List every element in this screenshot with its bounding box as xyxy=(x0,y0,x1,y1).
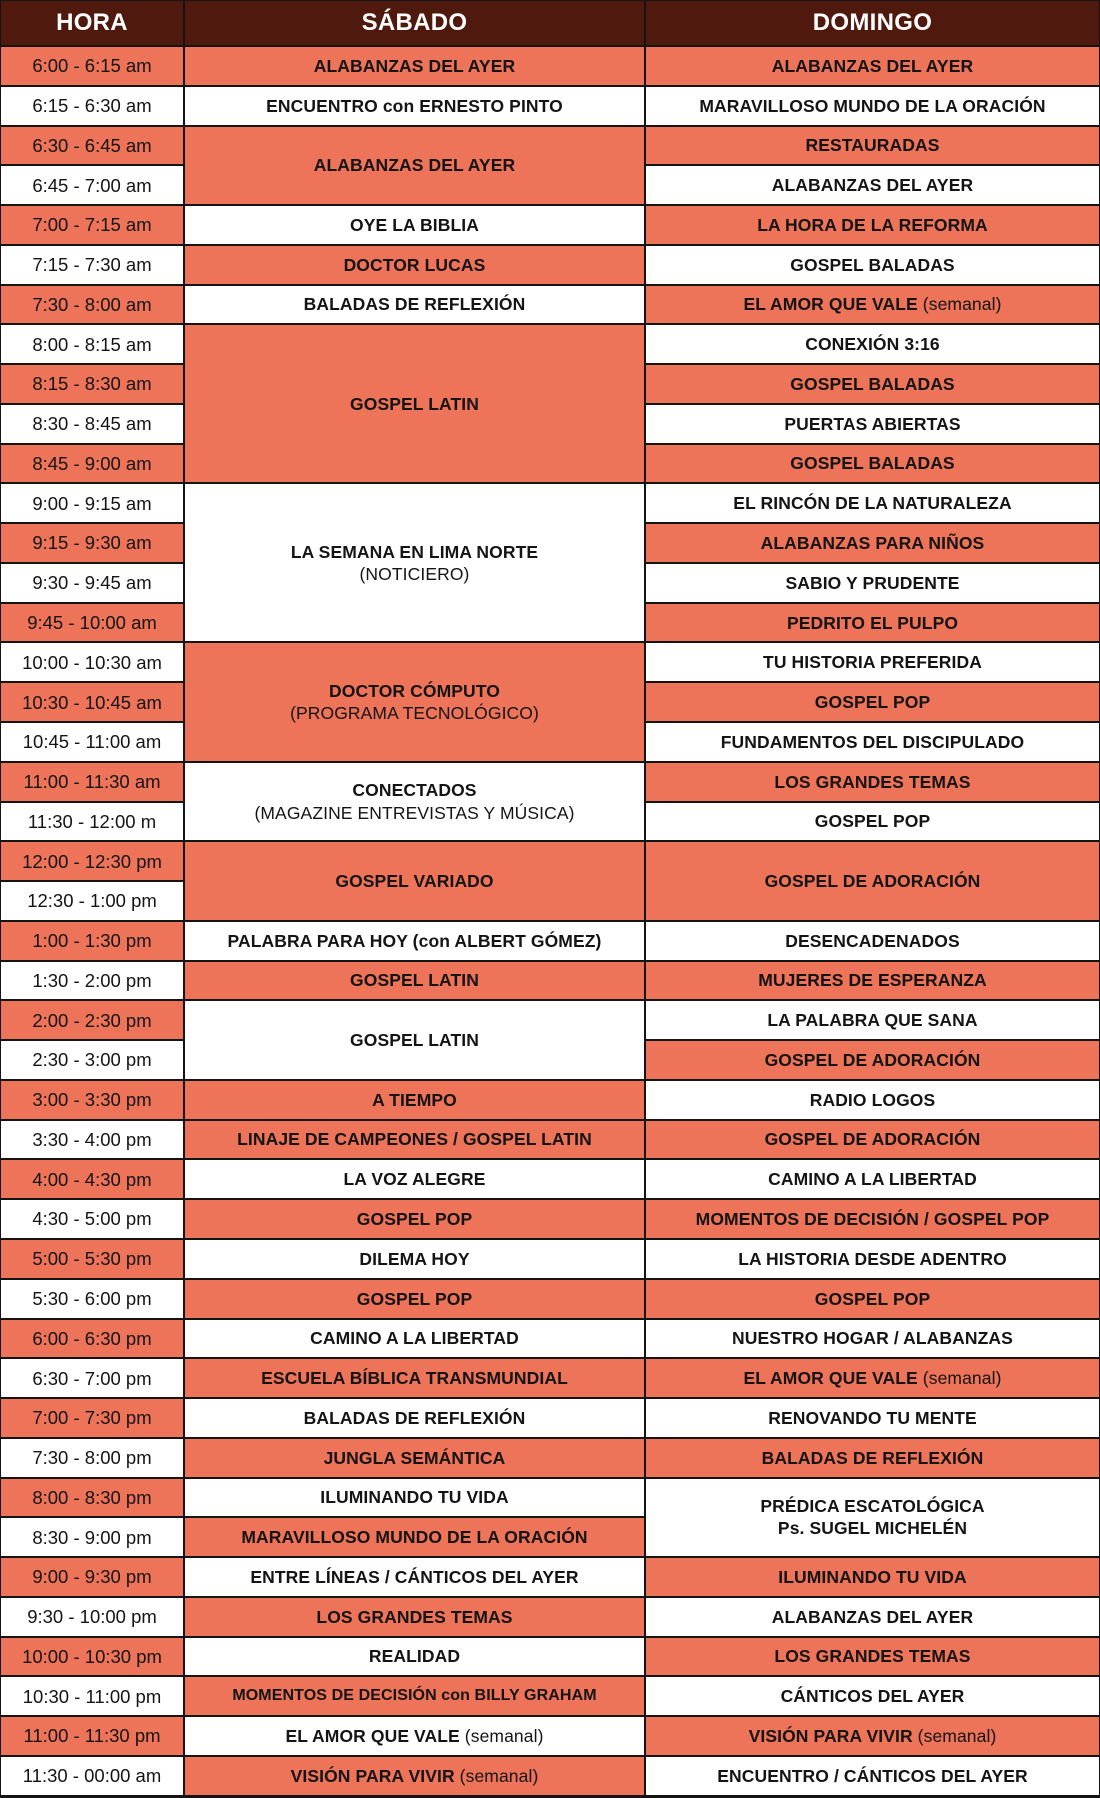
program-title-line xyxy=(790,453,954,473)
program-frequency: (semanal) xyxy=(917,294,1002,315)
program-title: ALABANZAS PARA NIÑOS xyxy=(760,533,985,553)
program-title-line xyxy=(344,255,486,275)
time-slot: 9:15 - 9:30 am xyxy=(0,523,184,563)
program-title-line xyxy=(778,1567,966,1587)
program-title-line xyxy=(320,1487,508,1507)
time-slot: 8:00 - 8:30 pm xyxy=(0,1478,184,1518)
program-title: GOSPEL DE ADORACIÓN xyxy=(764,1049,981,1070)
program-title-line xyxy=(228,931,602,951)
time-slot: 6:30 - 7:00 pm xyxy=(0,1358,184,1398)
program-title-line xyxy=(787,613,958,633)
domingo-program-cell xyxy=(645,1159,1100,1199)
program-title: BALADAS DE REFLEXIÓN xyxy=(761,1447,984,1468)
domingo-program-cell xyxy=(645,86,1100,126)
domingo-program-cell xyxy=(645,682,1100,722)
program-title-line xyxy=(765,871,981,891)
program-title-line xyxy=(785,573,959,593)
domingo-program-cell xyxy=(645,483,1100,523)
program-title: LOS GRANDES TEMAS xyxy=(774,1646,971,1667)
program-title: MARAVILLOSO MUNDO DE LA ORACIÓN xyxy=(241,1527,588,1548)
program-title-line xyxy=(732,1328,1013,1348)
sabado-program-cell xyxy=(184,1159,645,1199)
sabado-program-cell xyxy=(184,1120,645,1160)
time-slot: 7:15 - 7:30 am xyxy=(0,245,184,285)
domingo-program-cell xyxy=(645,444,1100,484)
program-title: LINAJE DE CAMPEONES / GOSPEL LATIN xyxy=(237,1129,592,1150)
program-title: CONECTADOS xyxy=(352,780,477,801)
sabado-program-cell xyxy=(184,245,645,285)
program-title: ESCUELA BÍBLICA TRANSMUNDIAL xyxy=(261,1368,568,1389)
program-frequency: (semanal) xyxy=(917,1368,1002,1389)
program-title-line xyxy=(815,692,930,712)
program-title: GOSPEL LATIN xyxy=(350,393,479,414)
domingo-program-cell xyxy=(645,1597,1100,1637)
program-title-line xyxy=(762,1448,984,1468)
program-title-line xyxy=(815,811,930,831)
program-title: ILUMINANDO TU VIDA xyxy=(778,1566,967,1587)
domingo-program-cell xyxy=(645,1319,1100,1359)
time-slot: 10:45 - 11:00 am xyxy=(0,722,184,762)
program-title-line xyxy=(810,1090,936,1110)
program-title-line xyxy=(261,1368,568,1388)
program-title-line xyxy=(314,155,515,175)
program-title: GOSPEL POP xyxy=(814,692,931,713)
program-title: DOCTOR LUCAS xyxy=(343,254,486,275)
domingo-program-cell xyxy=(645,1398,1100,1438)
program-title: MUJERES DE ESPERANZA xyxy=(758,970,987,991)
program-title: LOS GRANDES TEMAS xyxy=(774,771,971,792)
program-title-line xyxy=(790,374,954,394)
domingo-program-cell xyxy=(645,841,1100,921)
time-slot: 10:30 - 10:45 am xyxy=(0,682,184,722)
domingo-program-cell xyxy=(645,921,1100,961)
program-title: DILEMA HOY xyxy=(359,1248,470,1269)
header-hora: HORA xyxy=(0,0,184,46)
program-title-line xyxy=(772,56,973,76)
program-title: ALABANZAS DEL AYER xyxy=(771,1606,974,1627)
program-title: LA VOZ ALEGRE xyxy=(343,1169,486,1190)
sabado-program-cell xyxy=(184,1199,645,1239)
program-title-line xyxy=(743,294,1001,314)
program-title: GOSPEL DE ADORACIÓN xyxy=(764,871,981,892)
program-title-line xyxy=(304,294,526,314)
sabado-program-cell xyxy=(184,1676,645,1716)
program-title-line xyxy=(774,772,970,792)
time-slot: 1:30 - 2:00 pm xyxy=(0,961,184,1001)
program-title-line xyxy=(237,1129,592,1149)
program-frequency: (semanal) xyxy=(912,1725,997,1746)
domingo-program-cell xyxy=(645,165,1100,205)
program-title: MARAVILLOSO MUNDO DE LA ORACIÓN xyxy=(699,95,1046,116)
program-title-line xyxy=(785,931,959,951)
sabado-program-cell xyxy=(184,642,645,761)
program-title-line xyxy=(350,394,479,414)
program-title-line xyxy=(767,1010,977,1030)
time-slot: 12:30 - 1:00 pm xyxy=(0,881,184,921)
sabado-program-cell xyxy=(184,961,645,1001)
program-title: BALADAS DE REFLEXIÓN xyxy=(303,294,526,315)
sabado-program-cell xyxy=(184,1557,645,1597)
sabado-program-cell xyxy=(184,1438,645,1478)
program-title: BALADAS DE REFLEXIÓN xyxy=(303,1407,526,1428)
time-slot: 9:30 - 9:45 am xyxy=(0,563,184,603)
domingo-program-cell xyxy=(645,1637,1100,1677)
domingo-program-cell xyxy=(645,1120,1100,1160)
program-title: TU HISTORIA PREFERIDA xyxy=(763,652,982,673)
program-title: JUNGLA SEMÁNTICA xyxy=(323,1447,506,1468)
domingo-program-cell xyxy=(645,1676,1100,1716)
domingo-program-cell xyxy=(645,1478,1100,1558)
program-title: RESTAURADAS xyxy=(805,135,940,156)
program-title-line xyxy=(743,1368,1001,1388)
domingo-program-cell xyxy=(645,603,1100,643)
program-title-line xyxy=(772,175,973,195)
program-title-line xyxy=(352,780,476,800)
sabado-program-cell xyxy=(184,1517,645,1557)
time-slot: 11:00 - 11:30 am xyxy=(0,762,184,802)
program-title: LOS GRANDES TEMAS xyxy=(316,1606,513,1627)
program-title: PALABRA PARA HOY (con ALBERT GÓMEZ) xyxy=(227,930,602,951)
program-title-line xyxy=(359,1249,469,1269)
program-title: MOMENTOS DE DECISIÓN / GOSPEL POP xyxy=(695,1209,1050,1230)
program-subtitle: (NOTICIERO) xyxy=(359,563,470,584)
domingo-program-cell xyxy=(645,1438,1100,1478)
program-title-line xyxy=(760,1496,984,1516)
sabado-program-cell xyxy=(184,86,645,126)
time-slot: 3:30 - 4:00 pm xyxy=(0,1120,184,1160)
program-title-line xyxy=(285,1726,543,1746)
program-title: RENOVANDO TU MENTE xyxy=(768,1407,977,1428)
program-title-line xyxy=(335,871,493,891)
time-slot: 10:00 - 10:30 am xyxy=(0,642,184,682)
program-title: CAMINO A LA LIBERTAD xyxy=(310,1328,519,1349)
program-title-line xyxy=(310,1328,519,1348)
program-title: ALABANZAS DEL AYER xyxy=(313,55,516,76)
sabado-program-cell xyxy=(184,1716,645,1756)
program-title-line xyxy=(357,1209,472,1229)
program-title: EL RINCÓN DE LA NATURALEZA xyxy=(733,493,1012,514)
program-title: PUERTAS ABIERTAS xyxy=(784,413,961,434)
domingo-program-cell xyxy=(645,1239,1100,1279)
time-slot: 7:30 - 8:00 am xyxy=(0,285,184,325)
program-title-line xyxy=(314,56,515,76)
program-title-line xyxy=(768,1169,977,1189)
program-title: ALABANZAS DEL AYER xyxy=(771,175,974,196)
program-title: MOMENTOS DE DECISIÓN con BILLY GRAHAM xyxy=(232,1687,597,1705)
program-frequency: (semanal) xyxy=(459,1725,544,1746)
sabado-program-cell xyxy=(184,1358,645,1398)
program-title: DESENCADENADOS xyxy=(785,930,960,951)
program-title-line xyxy=(699,96,1045,116)
time-slot: 2:00 - 2:30 pm xyxy=(0,1000,184,1040)
program-title-line xyxy=(324,1448,506,1468)
program-title: GOSPEL LATIN xyxy=(350,970,479,991)
program-title: ILUMINANDO TU VIDA xyxy=(320,1487,509,1508)
sabado-program-cell xyxy=(184,1597,645,1637)
program-title: ALABANZAS DEL AYER xyxy=(313,155,516,176)
program-title-line xyxy=(350,215,479,235)
program-title-line xyxy=(344,1169,486,1189)
program-title: PRÉDICA ESCATOLÓGICA xyxy=(760,1496,985,1517)
sabado-program-cell xyxy=(184,205,645,245)
time-slot: 6:45 - 7:00 am xyxy=(0,165,184,205)
program-title: NUESTRO HOGAR / ALABANZAS xyxy=(732,1328,1013,1349)
time-slot: 8:15 - 8:30 am xyxy=(0,364,184,404)
time-slot: 6:00 - 6:15 am xyxy=(0,46,184,86)
sabado-program-cell xyxy=(184,1478,645,1518)
program-title-line xyxy=(733,493,1011,513)
program-title-line xyxy=(316,1607,512,1627)
program-title-line xyxy=(772,1607,973,1627)
time-slot: 11:30 - 00:00 am xyxy=(0,1756,184,1796)
program-title-line xyxy=(774,1646,970,1666)
program-title-line xyxy=(372,1090,457,1110)
program-frequency: (semanal) xyxy=(454,1765,539,1786)
sabado-program-cell xyxy=(184,1000,645,1080)
time-slot: 6:15 - 6:30 am xyxy=(0,86,184,126)
sabado-program-cell xyxy=(184,921,645,961)
program-title-line xyxy=(805,334,940,354)
program-title: GOSPEL LATIN xyxy=(350,1030,479,1051)
program-title-line xyxy=(784,414,960,434)
program-title: GOSPEL BALADAS xyxy=(790,453,955,474)
program-title-line xyxy=(357,1289,472,1309)
time-slot: 11:00 - 11:30 pm xyxy=(0,1716,184,1756)
program-title-line xyxy=(757,215,988,235)
program-title: EL AMOR QUE VALE xyxy=(743,1368,918,1389)
domingo-program-cell xyxy=(645,802,1100,842)
sabado-program-cell xyxy=(184,762,645,842)
header-sabado: SÁBADO xyxy=(184,0,645,46)
time-slot: 6:30 - 6:45 am xyxy=(0,126,184,166)
program-title: ENCUENTRO / CÁNTICOS DEL AYER xyxy=(717,1765,1028,1786)
sabado-program-cell xyxy=(184,1279,645,1319)
program-title-line xyxy=(749,1726,997,1746)
program-title-line xyxy=(232,1687,596,1705)
sabado-program-cell xyxy=(184,126,645,206)
time-slot: 8:30 - 9:00 pm xyxy=(0,1517,184,1557)
program-title: ENTRE LÍNEAS / CÁNTICOS DEL AYER xyxy=(250,1566,579,1587)
program-title: ENCUENTRO con ERNESTO PINTO xyxy=(266,95,563,116)
time-slot: 8:00 - 8:15 am xyxy=(0,324,184,364)
program-title: GOSPEL VARIADO xyxy=(335,871,494,892)
program-title-line xyxy=(790,255,954,275)
time-slot: 3:00 - 3:30 pm xyxy=(0,1080,184,1120)
program-title: OYE LA BIBLIA xyxy=(350,214,479,235)
domingo-program-cell xyxy=(645,46,1100,86)
domingo-program-cell xyxy=(645,722,1100,762)
program-title-line xyxy=(765,1050,981,1070)
program-title-line xyxy=(304,1408,526,1428)
header-domingo: DOMINGO xyxy=(645,0,1100,46)
program-subtitle: (MAGAZINE ENTREVISTAS Y MÚSICA) xyxy=(254,802,575,823)
sabado-program-cell xyxy=(184,1637,645,1677)
program-subtitle: (PROGRAMA TECNOLÓGICO) xyxy=(290,703,539,724)
sabado-program-cell xyxy=(184,841,645,921)
program-title: A TIEMPO xyxy=(372,1089,457,1110)
program-title-line xyxy=(758,970,987,990)
program-title: CONEXIÓN 3:16 xyxy=(805,334,940,355)
program-title: VISIÓN PARA VIVIR xyxy=(748,1725,913,1746)
program-title: CÁNTICOS DEL AYER xyxy=(780,1686,965,1707)
sabado-program-cell xyxy=(184,483,645,642)
domingo-program-cell xyxy=(645,285,1100,325)
program-title-line xyxy=(291,1766,539,1786)
domingo-program-cell xyxy=(645,1756,1100,1796)
program-title: DOCTOR CÓMPUTO xyxy=(329,681,500,701)
domingo-program-cell xyxy=(645,126,1100,166)
sabado-program-cell xyxy=(184,1756,645,1796)
domingo-program-cell xyxy=(645,1279,1100,1319)
time-slot: 10:00 - 10:30 pm xyxy=(0,1637,184,1677)
time-slot: 7:00 - 7:30 pm xyxy=(0,1398,184,1438)
program-title-line xyxy=(350,970,479,990)
domingo-program-cell xyxy=(645,1040,1100,1080)
program-title: GOSPEL POP xyxy=(814,1288,931,1309)
time-slot: 9:45 - 10:00 am xyxy=(0,603,184,643)
domingo-program-cell xyxy=(645,523,1100,563)
domingo-program-cell xyxy=(645,1358,1100,1398)
program-title: EL AMOR QUE VALE xyxy=(743,294,918,315)
program-title: LA HISTORIA DESDE ADENTRO xyxy=(738,1248,1007,1269)
domingo-program-cell xyxy=(645,1716,1100,1756)
time-slot: 4:00 - 4:30 pm xyxy=(0,1159,184,1199)
program-title: LA PALABRA QUE SANA xyxy=(767,1010,978,1031)
domingo-program-cell xyxy=(645,364,1100,404)
domingo-program-cell xyxy=(645,1080,1100,1120)
domingo-program-cell xyxy=(645,642,1100,682)
domingo-program-cell xyxy=(645,404,1100,444)
program-title: GOSPEL POP xyxy=(356,1288,473,1309)
program-title-line xyxy=(763,652,982,672)
program-title-line xyxy=(329,681,500,701)
domingo-program-cell xyxy=(645,762,1100,802)
program-title: RADIO LOGOS xyxy=(809,1089,936,1110)
time-slot: 5:30 - 6:00 pm xyxy=(0,1279,184,1319)
program-title: GOSPEL BALADAS xyxy=(790,254,955,275)
sabado-program-cell xyxy=(184,46,645,86)
domingo-program-cell xyxy=(645,205,1100,245)
program-title: VISIÓN PARA VIVIR xyxy=(290,1765,455,1786)
time-slot: 7:30 - 8:00 pm xyxy=(0,1438,184,1478)
program-title-line xyxy=(696,1209,1050,1229)
program-title-line xyxy=(250,1567,578,1587)
domingo-program-cell xyxy=(645,563,1100,603)
program-title: REALIDAD xyxy=(368,1646,461,1667)
domingo-program-cell xyxy=(645,324,1100,364)
sabado-program-cell xyxy=(184,1319,645,1359)
domingo-program-cell xyxy=(645,1000,1100,1040)
program-title-line xyxy=(738,1249,1007,1269)
time-slot: 5:00 - 5:30 pm xyxy=(0,1239,184,1279)
program-title-line xyxy=(721,732,1024,752)
sabado-program-cell xyxy=(184,1239,645,1279)
program-title-line xyxy=(350,1030,479,1050)
time-slot: 9:00 - 9:30 pm xyxy=(0,1557,184,1597)
sabado-program-cell xyxy=(184,1080,645,1120)
time-slot: 1:00 - 1:30 pm xyxy=(0,921,184,961)
program-title: ALABANZAS DEL AYER xyxy=(771,55,974,76)
program-title-line xyxy=(266,96,563,116)
program-title: GOSPEL POP xyxy=(356,1209,473,1230)
program-title-line xyxy=(717,1766,1027,1786)
program-title: GOSPEL BALADAS xyxy=(790,373,955,394)
sabado-program-cell xyxy=(184,1398,645,1438)
program-title-line xyxy=(369,1646,460,1666)
time-slot: 11:30 - 12:00 m xyxy=(0,802,184,842)
program-title: FUNDAMENTOS DEL DISCIPULADO xyxy=(720,731,1025,752)
program-title: PEDRITO EL PULPO xyxy=(786,612,959,633)
time-slot: 10:30 - 11:00 pm xyxy=(0,1676,184,1716)
program-title-line xyxy=(781,1686,965,1706)
program-title: LA SEMANA EN LIMA NORTE xyxy=(290,541,539,562)
time-slot: 12:00 - 12:30 pm xyxy=(0,841,184,881)
time-slot: 2:30 - 3:00 pm xyxy=(0,1040,184,1080)
domingo-program-cell xyxy=(645,961,1100,1001)
program-title-line xyxy=(761,533,985,553)
time-slot: 7:00 - 7:15 am xyxy=(0,205,184,245)
program-title-line xyxy=(768,1408,977,1428)
program-title: CAMINO A LA LIBERTAD xyxy=(768,1169,977,1190)
time-slot: 9:30 - 10:00 pm xyxy=(0,1597,184,1637)
time-slot: 4:30 - 5:00 pm xyxy=(0,1199,184,1239)
program-title-line xyxy=(765,1129,981,1149)
program-title: SABIO Y PRUDENTE xyxy=(785,572,960,593)
time-slot: 8:30 - 8:45 am xyxy=(0,404,184,444)
program-title-line xyxy=(291,542,538,562)
program-title: LA HORA DE LA REFORMA xyxy=(757,214,988,235)
time-slot: 9:00 - 9:15 am xyxy=(0,483,184,523)
program-title-line xyxy=(815,1289,930,1309)
program-title-line xyxy=(806,135,940,155)
domingo-program-cell xyxy=(645,1557,1100,1597)
time-slot: 8:45 - 9:00 am xyxy=(0,444,184,484)
domingo-program-cell xyxy=(645,245,1100,285)
time-slot: 6:00 - 6:30 pm xyxy=(0,1319,184,1359)
program-title: EL AMOR QUE VALE xyxy=(285,1725,460,1746)
program-subtitle: Ps. SUGEL MICHELÉN xyxy=(777,1518,968,1539)
program-title-line xyxy=(241,1527,587,1547)
sabado-program-cell xyxy=(184,324,645,483)
sabado-program-cell xyxy=(184,285,645,325)
program-title: GOSPEL POP xyxy=(814,811,931,832)
domingo-program-cell xyxy=(645,1199,1100,1239)
program-title: GOSPEL DE ADORACIÓN xyxy=(764,1129,981,1150)
